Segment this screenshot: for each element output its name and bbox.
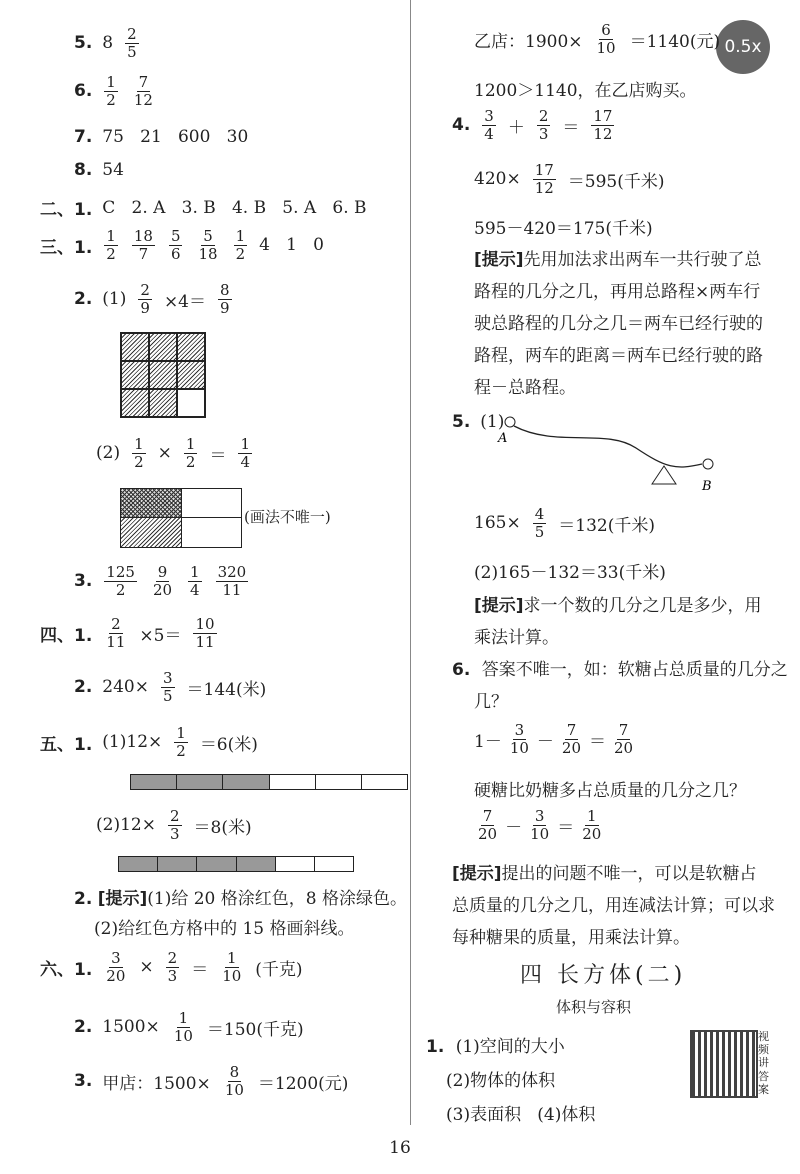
point-a-label: A	[498, 431, 508, 446]
answer-text: 答案不唯一，如：软糖占总质量的几分之	[481, 660, 788, 680]
denominator: 5	[534, 522, 545, 541]
comparison-text: 1200＞1140，在乙店购买。	[474, 81, 697, 101]
numerator: 1	[178, 1009, 189, 1027]
numerator: 17	[593, 107, 613, 125]
fraction	[533, 506, 547, 540]
numerator: 3	[534, 807, 545, 825]
divider-line	[182, 517, 241, 518]
hint-text: 求一个数的几分之几是多少，用	[523, 596, 762, 616]
fraction	[104, 616, 127, 650]
section-label: 五、1.	[40, 734, 93, 755]
hatched-cell	[121, 361, 149, 389]
numerator: 3	[111, 949, 121, 967]
item-number: 2.	[74, 1017, 93, 1037]
expression-text: 165×	[474, 513, 521, 533]
denominator: 4	[484, 124, 494, 143]
expression-text: ＝1140(元)	[629, 31, 721, 52]
expression-text: ＝132(千米)	[558, 515, 655, 536]
fraction	[560, 722, 583, 756]
hint-text: (2)给红色方格中的 15 格画斜线。	[94, 919, 355, 939]
denominator: 7	[138, 244, 149, 263]
bar-segment	[315, 857, 353, 871]
denominator: 20	[614, 738, 634, 757]
section-six-item-2	[74, 1010, 304, 1044]
bar-segment-shaded	[197, 857, 236, 871]
answer-text: 4 1 0	[259, 235, 324, 255]
segment-bar-two-thirds	[118, 856, 354, 872]
numerator: 1	[240, 435, 250, 453]
fraction	[132, 74, 155, 108]
empty-cell	[177, 389, 205, 417]
operator-text: ×4＝	[163, 291, 206, 312]
fraction	[166, 950, 180, 984]
operator-text: ＋	[507, 117, 525, 138]
numerator: 1	[190, 563, 200, 581]
hint-text: 每种糖果的质量，用乘法计算。	[452, 928, 690, 948]
fraction	[196, 228, 219, 262]
section-five-item-1-part-1	[40, 725, 258, 759]
answer-text: (2)物体的体积	[446, 1071, 556, 1091]
hint-item-5	[474, 590, 762, 654]
fraction	[168, 808, 182, 842]
bar-segment	[276, 857, 315, 871]
item-number: 2.	[74, 289, 93, 309]
operator-text: ×	[157, 443, 172, 463]
bar-segment-shaded	[223, 775, 269, 789]
hatched-cell	[149, 333, 177, 361]
point-b-label: B	[702, 479, 712, 494]
hint-item-4	[474, 244, 763, 404]
answer-value: 8	[102, 33, 114, 53]
hint-item-6	[452, 858, 775, 954]
bar-segment-shaded	[131, 775, 177, 789]
numerator: 6	[601, 21, 611, 39]
denominator: 9	[140, 298, 150, 317]
fraction	[132, 228, 155, 262]
denominator: 12	[593, 124, 613, 143]
fraction	[169, 228, 183, 262]
answer-text: 几？	[474, 692, 508, 712]
operator-text: ＝	[191, 959, 209, 980]
item-number: 3.	[74, 571, 93, 591]
denominator: 10	[173, 1026, 193, 1045]
section-label: 六、1.	[40, 959, 93, 980]
denominator: 10	[530, 824, 550, 843]
numerator: 3	[484, 107, 494, 125]
distance-calculation	[474, 162, 665, 196]
fraction	[223, 1064, 246, 1098]
position-triangle	[652, 466, 676, 484]
fraction	[612, 722, 635, 756]
quarter-rectangle-diagram	[120, 488, 242, 548]
denominator: 10	[224, 1080, 244, 1099]
numerator: 125	[106, 563, 135, 581]
fraction	[533, 162, 556, 196]
hatched-cell	[149, 389, 177, 417]
fraction	[591, 108, 614, 142]
section-five-item-1-part-2	[96, 808, 252, 842]
denominator: 10	[596, 38, 616, 57]
answer-text: C 2. A 3. B 4. B 5. A 6. B	[102, 197, 367, 218]
expression-text: 1500×	[102, 1017, 160, 1037]
hatched-cell	[177, 333, 205, 361]
fraction	[234, 228, 248, 262]
denominator: 2	[134, 452, 144, 471]
section-three-item-1	[40, 228, 324, 262]
numerator: 2	[167, 949, 178, 967]
expression-text: ＝6(米)	[199, 734, 258, 755]
hint-label: [提示]	[452, 864, 502, 884]
expression-text: ＝595(千米)	[567, 171, 665, 192]
denominator: 12	[534, 178, 554, 197]
hint-text: 路程的几分之几，再用总路程×两车行	[474, 282, 761, 302]
nine-grid-diagram	[120, 332, 206, 418]
expression-text: (1)12×	[102, 732, 163, 752]
item-number: 8.	[74, 160, 93, 180]
numerator: 7	[138, 73, 149, 91]
numerator: 4	[534, 505, 545, 523]
fraction	[174, 725, 188, 759]
denominator: 4	[190, 580, 200, 599]
distance-difference: 595－420＝175(千米)	[474, 219, 653, 239]
point-b-marker	[703, 459, 713, 469]
operator-text: ＝	[209, 445, 227, 466]
numerator: 1	[134, 435, 144, 453]
page-number: 16	[389, 1138, 411, 1158]
item-number: 2.	[74, 889, 93, 909]
item-number: 1.	[426, 1037, 445, 1057]
numerator: 7	[482, 807, 493, 825]
part-label: (2)	[96, 443, 121, 463]
denominator: 3	[538, 124, 549, 143]
denominator: 9	[220, 298, 230, 317]
fraction	[482, 108, 496, 142]
fraction	[132, 436, 146, 470]
answer-text: 54	[102, 160, 124, 180]
denominator: 2	[106, 90, 116, 109]
fraction	[184, 436, 198, 470]
numerator: 8	[229, 1063, 240, 1081]
section-heading: 四 长方体(二)	[520, 963, 687, 988]
section-six-item-3	[74, 1064, 348, 1098]
fraction	[595, 22, 618, 56]
section-label: 三、1.	[40, 237, 93, 258]
item-number: 5.	[452, 412, 471, 432]
numerator: 18	[133, 227, 153, 245]
numerator: 1	[235, 227, 246, 245]
column-divider	[410, 0, 411, 1125]
distance-part-1	[474, 506, 655, 540]
bar-segment	[316, 775, 362, 789]
bar-segment-shaded	[119, 857, 158, 871]
part-label: (1)	[102, 289, 127, 309]
denominator: 2	[115, 580, 126, 599]
section-six-item-1	[40, 950, 303, 984]
denominator: 20	[478, 824, 498, 843]
fraction	[161, 670, 175, 704]
denominator: 20	[152, 580, 173, 599]
hint-text: (1)给 20 格涂红色，8 格涂绿色。	[147, 889, 407, 909]
numerator: 1	[176, 724, 186, 742]
denominator: 20	[561, 738, 582, 757]
expression-text: ＝8(米)	[193, 817, 252, 838]
hint-text: 乘法计算。	[474, 628, 559, 648]
playback-speed-button[interactable]	[716, 20, 770, 74]
operator-text: ×	[139, 957, 154, 977]
fraction	[104, 228, 118, 262]
bar-segment	[362, 775, 407, 789]
unit-text: (千克)	[255, 959, 303, 980]
fraction	[104, 950, 127, 984]
fraction	[218, 282, 232, 316]
denominator: 11	[195, 632, 215, 651]
numerator: 1	[106, 73, 116, 91]
question-text: 硬糖比奶糖多占总质量的几分之几？	[474, 781, 746, 801]
route-path	[514, 426, 702, 467]
speed-label: 0.5x	[724, 37, 762, 57]
fraction	[508, 722, 531, 756]
point-a-marker	[505, 417, 515, 427]
numerator: 320	[217, 563, 247, 581]
fraction	[476, 808, 499, 842]
numerator: 10	[195, 615, 215, 633]
denominator: 18	[198, 244, 218, 263]
segment-bar-half	[130, 774, 408, 790]
fraction	[104, 74, 118, 108]
numerator: 1	[185, 435, 196, 453]
fraction	[220, 950, 243, 984]
item-number: 2.	[74, 677, 93, 697]
expression-text: 甲店：1500×	[102, 1073, 211, 1094]
item-number: 5.	[74, 33, 93, 53]
hatched-area	[121, 518, 182, 547]
expression-text: 乙店：1900×	[474, 31, 583, 52]
hatched-cell	[121, 389, 149, 417]
denominator: 11	[222, 580, 242, 599]
item-number: 6.	[74, 81, 93, 101]
hint-text: 驶总路程的几分之几＝两车已经行驶的	[474, 314, 763, 334]
answer-item-4	[452, 108, 616, 142]
answer-text: 75 21 600 30	[102, 127, 249, 147]
denominator: 12	[133, 90, 153, 109]
video-qr-code[interactable]	[690, 1030, 758, 1098]
denominator: 20	[582, 824, 602, 843]
answer-item-6-right	[452, 654, 788, 718]
denominator: 3	[167, 966, 178, 985]
item-number: 7.	[74, 127, 93, 147]
section-two-answers	[40, 195, 367, 220]
crosshatched-area	[121, 489, 182, 518]
operator-text: －	[536, 731, 554, 752]
subsection-heading: 体积与容积	[556, 998, 632, 1016]
denominator: 10	[222, 966, 242, 985]
denominator: 2	[176, 741, 186, 760]
fraction	[172, 1010, 195, 1044]
denominator: 2	[185, 452, 196, 471]
hint-text: 程－总路程。	[474, 378, 576, 398]
operator-text: －	[505, 817, 523, 838]
denominator: 5	[127, 42, 137, 61]
hint-text: 路程，两车的距离＝两车已经行驶的路	[474, 346, 763, 366]
drawing-note: (画法不唯一)	[244, 508, 331, 526]
operator-text: ×5＝	[139, 625, 182, 646]
fraction	[188, 564, 202, 598]
section-three-item-2-part-1	[74, 282, 234, 316]
denominator: 3	[169, 824, 180, 843]
hard-candy-calculation	[474, 808, 605, 842]
numerator: 2	[538, 107, 549, 125]
denominator: 11	[106, 632, 126, 651]
item-number: 4.	[452, 115, 471, 135]
expression-text: (2)12×	[96, 815, 156, 835]
expression-text: ＝150(千克)	[206, 1019, 304, 1040]
numerator: 5	[170, 227, 181, 245]
denominator: 6	[170, 244, 181, 263]
hatched-cell	[177, 361, 205, 389]
bar-segment	[270, 775, 316, 789]
fraction	[125, 26, 139, 60]
denominator: 4	[240, 452, 250, 471]
section-four-item-1	[40, 616, 219, 650]
answer-item-5	[74, 26, 141, 60]
expression-text: ＝1200(元)	[257, 1073, 349, 1094]
soft-candy-calculation	[474, 722, 637, 756]
bar-segment-shaded	[237, 857, 276, 871]
numerator: 2	[111, 615, 121, 633]
denominator: 2	[106, 244, 116, 263]
numerator: 3	[514, 721, 525, 739]
denominator: 5	[163, 686, 173, 705]
answer-item-1-volume	[426, 1030, 595, 1132]
section-four-item-2	[74, 670, 266, 704]
numerator: 1	[586, 807, 597, 825]
denominator: 20	[106, 966, 126, 985]
answer-item-8	[74, 160, 124, 180]
numerator: 5	[203, 227, 213, 245]
hatched-cell	[121, 333, 149, 361]
distance-part-2: (2)165－132＝33(千米)	[474, 563, 666, 583]
section-three-item-2-part-2	[96, 436, 254, 470]
section-label: 四、1.	[40, 625, 93, 646]
fraction	[151, 564, 174, 598]
section-label: 二、1.	[40, 200, 93, 220]
operator-text: ＝	[562, 117, 580, 138]
hint-text: 先用加法求出两车一共行驶了总	[523, 250, 762, 270]
denominator: 2	[235, 244, 246, 263]
numerator: 17	[534, 161, 554, 179]
hint-label: [提示]	[97, 889, 148, 909]
bar-segment-shaded	[177, 775, 223, 789]
part-label: (1)	[480, 412, 505, 432]
shop-b-calculation	[474, 22, 720, 56]
hint-label: [提示]	[474, 250, 524, 270]
fraction	[104, 564, 137, 598]
qr-caption: 视频讲答案	[758, 1030, 769, 1096]
expression-text: 420×	[474, 169, 521, 189]
fraction	[193, 616, 216, 650]
hint-text: 总质量的几分之几，用连减法计算；可以求	[452, 896, 775, 916]
fraction	[528, 808, 551, 842]
fraction	[138, 282, 152, 316]
denominator: 10	[509, 738, 529, 757]
fraction	[238, 436, 252, 470]
answer-item-6	[74, 74, 157, 108]
fraction	[580, 808, 603, 842]
item-number: 6.	[452, 660, 471, 680]
expression-text: ＝144(米)	[186, 679, 267, 700]
numerator: 2	[169, 807, 180, 825]
numerator: 7	[618, 721, 629, 739]
item-number: 3.	[74, 1071, 93, 1091]
numerator: 2	[140, 281, 150, 299]
fraction	[216, 564, 249, 598]
route-diagram	[496, 408, 726, 498]
section-three-item-3	[74, 564, 250, 598]
numerator: 8	[220, 281, 230, 299]
expression-text: 1－	[474, 731, 502, 752]
numerator: 9	[157, 563, 168, 581]
section-five-item-2	[74, 884, 407, 944]
answer-text: (1)空间的大小	[455, 1037, 565, 1057]
fraction	[537, 108, 551, 142]
numerator: 3	[163, 669, 173, 687]
bar-segment-shaded	[158, 857, 197, 871]
answer-text: (3)表面积 (4)体积	[446, 1105, 596, 1125]
numerator: 1	[226, 949, 237, 967]
expression-text: 240×	[102, 677, 149, 697]
hatched-cell	[149, 361, 177, 389]
numerator: 7	[566, 721, 577, 739]
numerator: 2	[127, 25, 137, 43]
hint-label: [提示]	[474, 596, 524, 616]
operator-text: ＝	[589, 731, 607, 752]
numerator: 1	[106, 227, 116, 245]
hint-text: 提出的问题不唯一，可以是软糖占	[501, 864, 757, 884]
operator-text: ＝	[557, 817, 575, 838]
answer-item-7	[74, 127, 248, 147]
